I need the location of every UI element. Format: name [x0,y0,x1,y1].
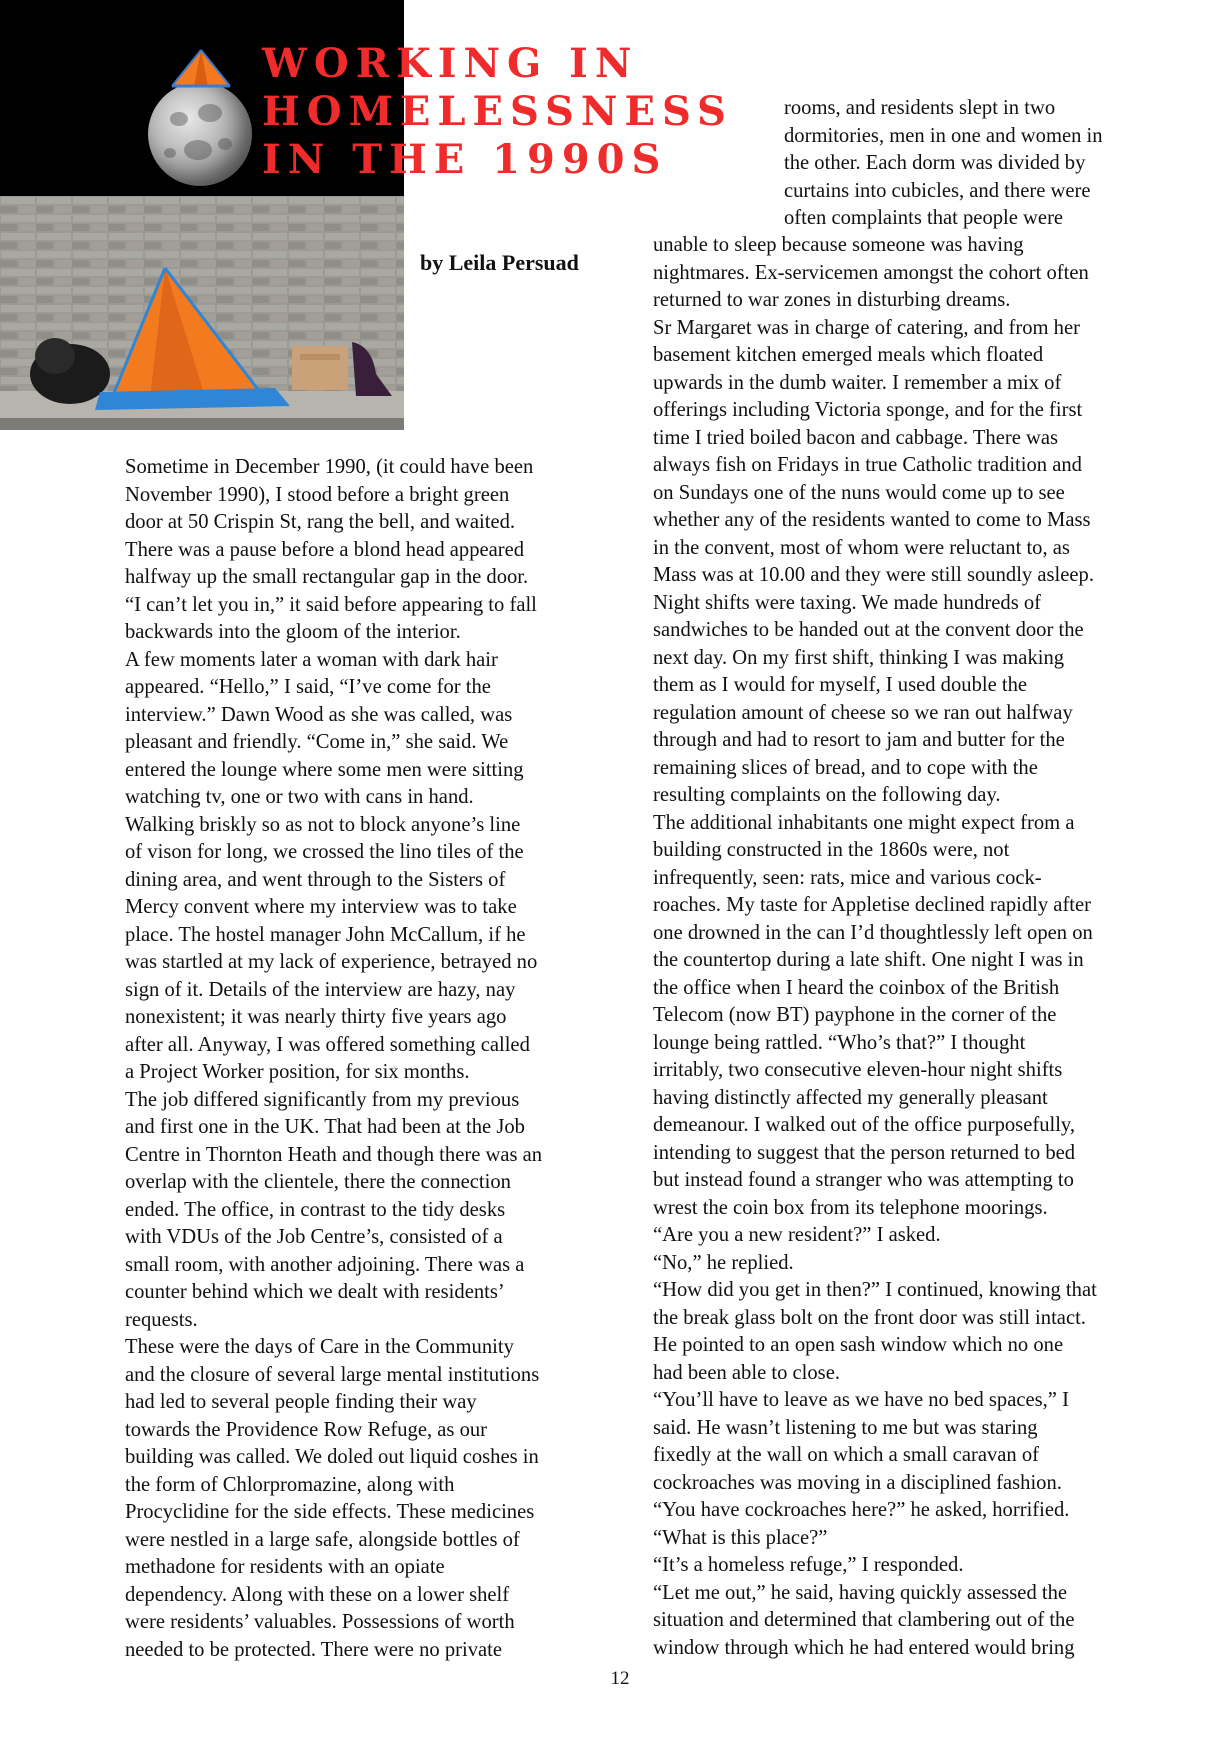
text-line: often complaints that people were [784,207,1064,229]
article-title [262,40,782,184]
text-line: the form of Chlorpromazine, along with [125,1473,455,1496]
text-line: curtains into cubicles, and there were [784,179,1091,202]
text-line: Mass was at 10.00 and they were still soundly asleep. [653,564,1094,586]
text-line: upwards in the dumb waiter. I remember a mix of [653,371,1062,394]
text-line: halfway up the small rectangular gap in the door. [125,566,529,588]
text-line: Mercy convent where my interview was to take [125,896,517,918]
text-line: towards the Providence Row Refuge, as our [125,1418,488,1441]
text-line: regulation amount of cheese so we ran out halfway [653,701,1073,724]
text-line: Sometime in December 1990, (it could have been [125,456,534,478]
text-line: had been able to close. [653,1361,840,1384]
text-line: “You have cockroaches here?” he asked, horrified. [653,1499,1070,1521]
text-line: had led to several people finding their way [125,1391,477,1413]
text-line: counter behind which we dealt with residents’ [125,1281,505,1303]
text-line: the countertop during a late shift. One night I was in [653,949,1084,971]
text-line: the break glass bolt on the front door was still intact. [653,1306,1086,1329]
text-line: “What is this place?” [653,1526,828,1549]
text-line: the other. Each dorm was divided by [784,152,1086,174]
text-line: demeanour. I walked out of the office purposefully, [653,1114,1076,1136]
text-line: small room, with another adjoining. There was a [125,1253,525,1276]
text-line: “How did you get in then?” I continued, knowing that [653,1279,1097,1301]
text-line: of vison for long, we crossed the lino tiles of the [125,841,524,863]
text-line: There was a pause before a blond head appeared [125,538,525,561]
text-line: Centre in Thornton Heath and though there was an [125,1143,543,1166]
text-line: interview.” Dawn Wood as she was called, was [125,703,513,726]
text-line: whether any of the residents wanted to come to Mass [653,509,1091,531]
text-line: said. He wasn’t listening to me but was staring [653,1416,1038,1439]
text-line: intending to suggest that the person returned to bed [653,1141,1076,1164]
text-line: A few moments later a woman with dark hair [125,648,498,671]
text-line: “It’s a homeless refuge,” I responded. [653,1554,964,1576]
text-line: The job differed significantly from my previous [125,1088,520,1111]
text-line: appeared. “Hello,” I said, “I’ve come for the [125,676,491,698]
title-line: IN THE 1990S [262,136,668,183]
text-line: “You’ll have to leave as we have no bed spaces,” I [653,1389,1069,1411]
text-line: unable to sleep because someone was having [653,234,1024,256]
text-line: basement kitchen emerged meals which floated [653,344,1044,366]
text-line: dependency. Along with these on a lower shelf [125,1583,510,1606]
text-line: building constructed in the 1860s were, not [653,839,1010,861]
text-line: and the closure of several large mental institutions [125,1363,540,1386]
page-number: 12 [610,1668,630,1689]
title-line: WORKING IN [262,40,639,87]
text-line: wrest the coin box from its telephone moorings. [653,1196,1048,1219]
text-line: door at 50 Crispin St, rang the bell, and waited. [125,511,516,533]
text-line: dining area, and went through to the Sisters of [125,868,506,891]
text-line: He pointed to an open sash window which no one [653,1334,1064,1356]
text-line: “No,” he replied. [653,1251,794,1274]
text-line: The additional inhabitants one might expect from a [653,811,1075,834]
text-line: through and had to resort to jam and butter for the [653,729,1065,751]
text-line: backwards into the gloom of the interior. [125,621,461,643]
text-line: needed to be protected. There were no private [125,1638,502,1661]
text-line: These were the days of Care in the Community [125,1336,514,1358]
text-line: Night shifts were taxing. We made hundreds of [653,591,1042,614]
text-line: roaches. My taste for Appletise declined rapidly after [653,894,1092,916]
text-line: was startled at my lack of experience, betrayed no [125,951,538,973]
tent-on-moon-icon [168,48,234,88]
text-line: Sr Margaret was in charge of catering, and from her [653,316,1080,339]
text-line: after all. Anyway, I was offered something called [125,1033,530,1056]
text-line: lounge being rattled. “Who’s that?” I thought [653,1031,1026,1054]
moon-image [148,82,252,186]
text-line: Procyclidine for the side effects. These medicines [125,1501,535,1523]
text-line: irritably, two consecutive eleven-hour night shifts [653,1059,1063,1081]
text-line: place. The hostel manager John McCallum, if he [125,923,526,946]
left-column [125,454,625,1664]
text-line: methadone for residents with an opiate [125,1556,445,1578]
text-line: were residents’ valuables. Possessions of worth [125,1611,515,1633]
text-line: “Are you a new resident?” I asked. [653,1224,941,1246]
text-line: them as I would for myself, I used double the [653,674,1028,696]
text-line: window through which he had entered would bring [653,1636,1075,1659]
text-line: remaining slices of bread, and to cope with the [653,756,1038,779]
text-line: entered the lounge where some men were sitting [125,758,524,781]
text-line: one drowned in the can I’d thoughtlessly left open on [653,921,1093,944]
text-line: with VDUs of the Job Centre’s, consisted of a [125,1226,503,1248]
text-line: sign of it. Details of the interview are hazy, nay [125,978,516,1001]
title-line: HOMELESSNESS [262,88,733,135]
text-line: rooms, and residents slept in two [784,97,1056,119]
text-line: overlap with the clientele, there the connection [125,1171,511,1193]
text-line: were nestled in a large safe, alongside bottles of [125,1528,520,1551]
text-line: pleasant and friendly. “Come in,” she said. We [125,731,509,753]
text-line: a Project Worker position, for six months. [125,1061,470,1083]
text-line: and first one in the UK. That had been at the Job [125,1116,525,1138]
text-line: Telecom (now BT) payphone in the corner of the [653,1004,1057,1026]
text-line: next day. On my first shift, thinking I was making [653,646,1065,669]
text-line: time I tried boiled bacon and cabbage. There was [653,426,1059,449]
text-line: building was called. We doled out liquid coshes in [125,1446,539,1468]
text-line: “I can’t let you in,” it said before appearing to fall [125,593,537,616]
text-line: “Let me out,” he said, having quickly assessed the [653,1581,1068,1604]
tent-photo [0,196,404,430]
text-line: ended. The office, in contrast to the tidy desks [125,1198,506,1221]
text-line: November 1990), I stood before a bright green [125,483,510,506]
text-line: situation and determined that clambering out of the [653,1609,1075,1631]
text-line: resulting complaints on the following day. [653,784,1001,806]
text-line: sandwiches to be handed out at the convent door the [653,619,1084,641]
text-line: always fish on Fridays in true Catholic tradition and [653,454,1082,476]
text-line: infrequently, seen: rats, mice and various cock- [653,866,1042,889]
byline: by Leila Persuad [420,250,579,275]
text-line: in the convent, most of whom were reluctant to, as [653,536,1070,559]
text-line: cockroaches was moving in a disciplined fashion. [653,1471,1062,1494]
text-line: the office when I heard the coinbox of the British [653,976,1060,999]
text-line: requests. [125,1308,198,1331]
text-line: Walking briskly so as not to block anyone’s line [125,813,521,836]
text-line: nightmares. Ex-servicemen amongst the cohort often [653,261,1089,284]
text-line: but instead found a stranger who was attempting to [653,1169,1074,1191]
text-line: offerings including Victoria sponge, and for the first [653,399,1083,421]
text-line: fixedly at the wall on which a small caravan of [653,1444,1039,1466]
right-column [653,232,1193,1662]
text-line: dormitories, men in one and women in [784,124,1103,147]
text-line: on Sundays one of the nuns would come up to see [653,481,1065,504]
text-line: having distinctly affected my generally pleasant [653,1086,1048,1109]
right-column-top [784,95,1204,233]
text-line: nonexistent; it was nearly thirty five years ago [125,1006,507,1028]
text-line: watching tv, one or two with cans in hand. [125,786,474,808]
text-line: returned to war zones in disturbing dreams. [653,289,1011,311]
